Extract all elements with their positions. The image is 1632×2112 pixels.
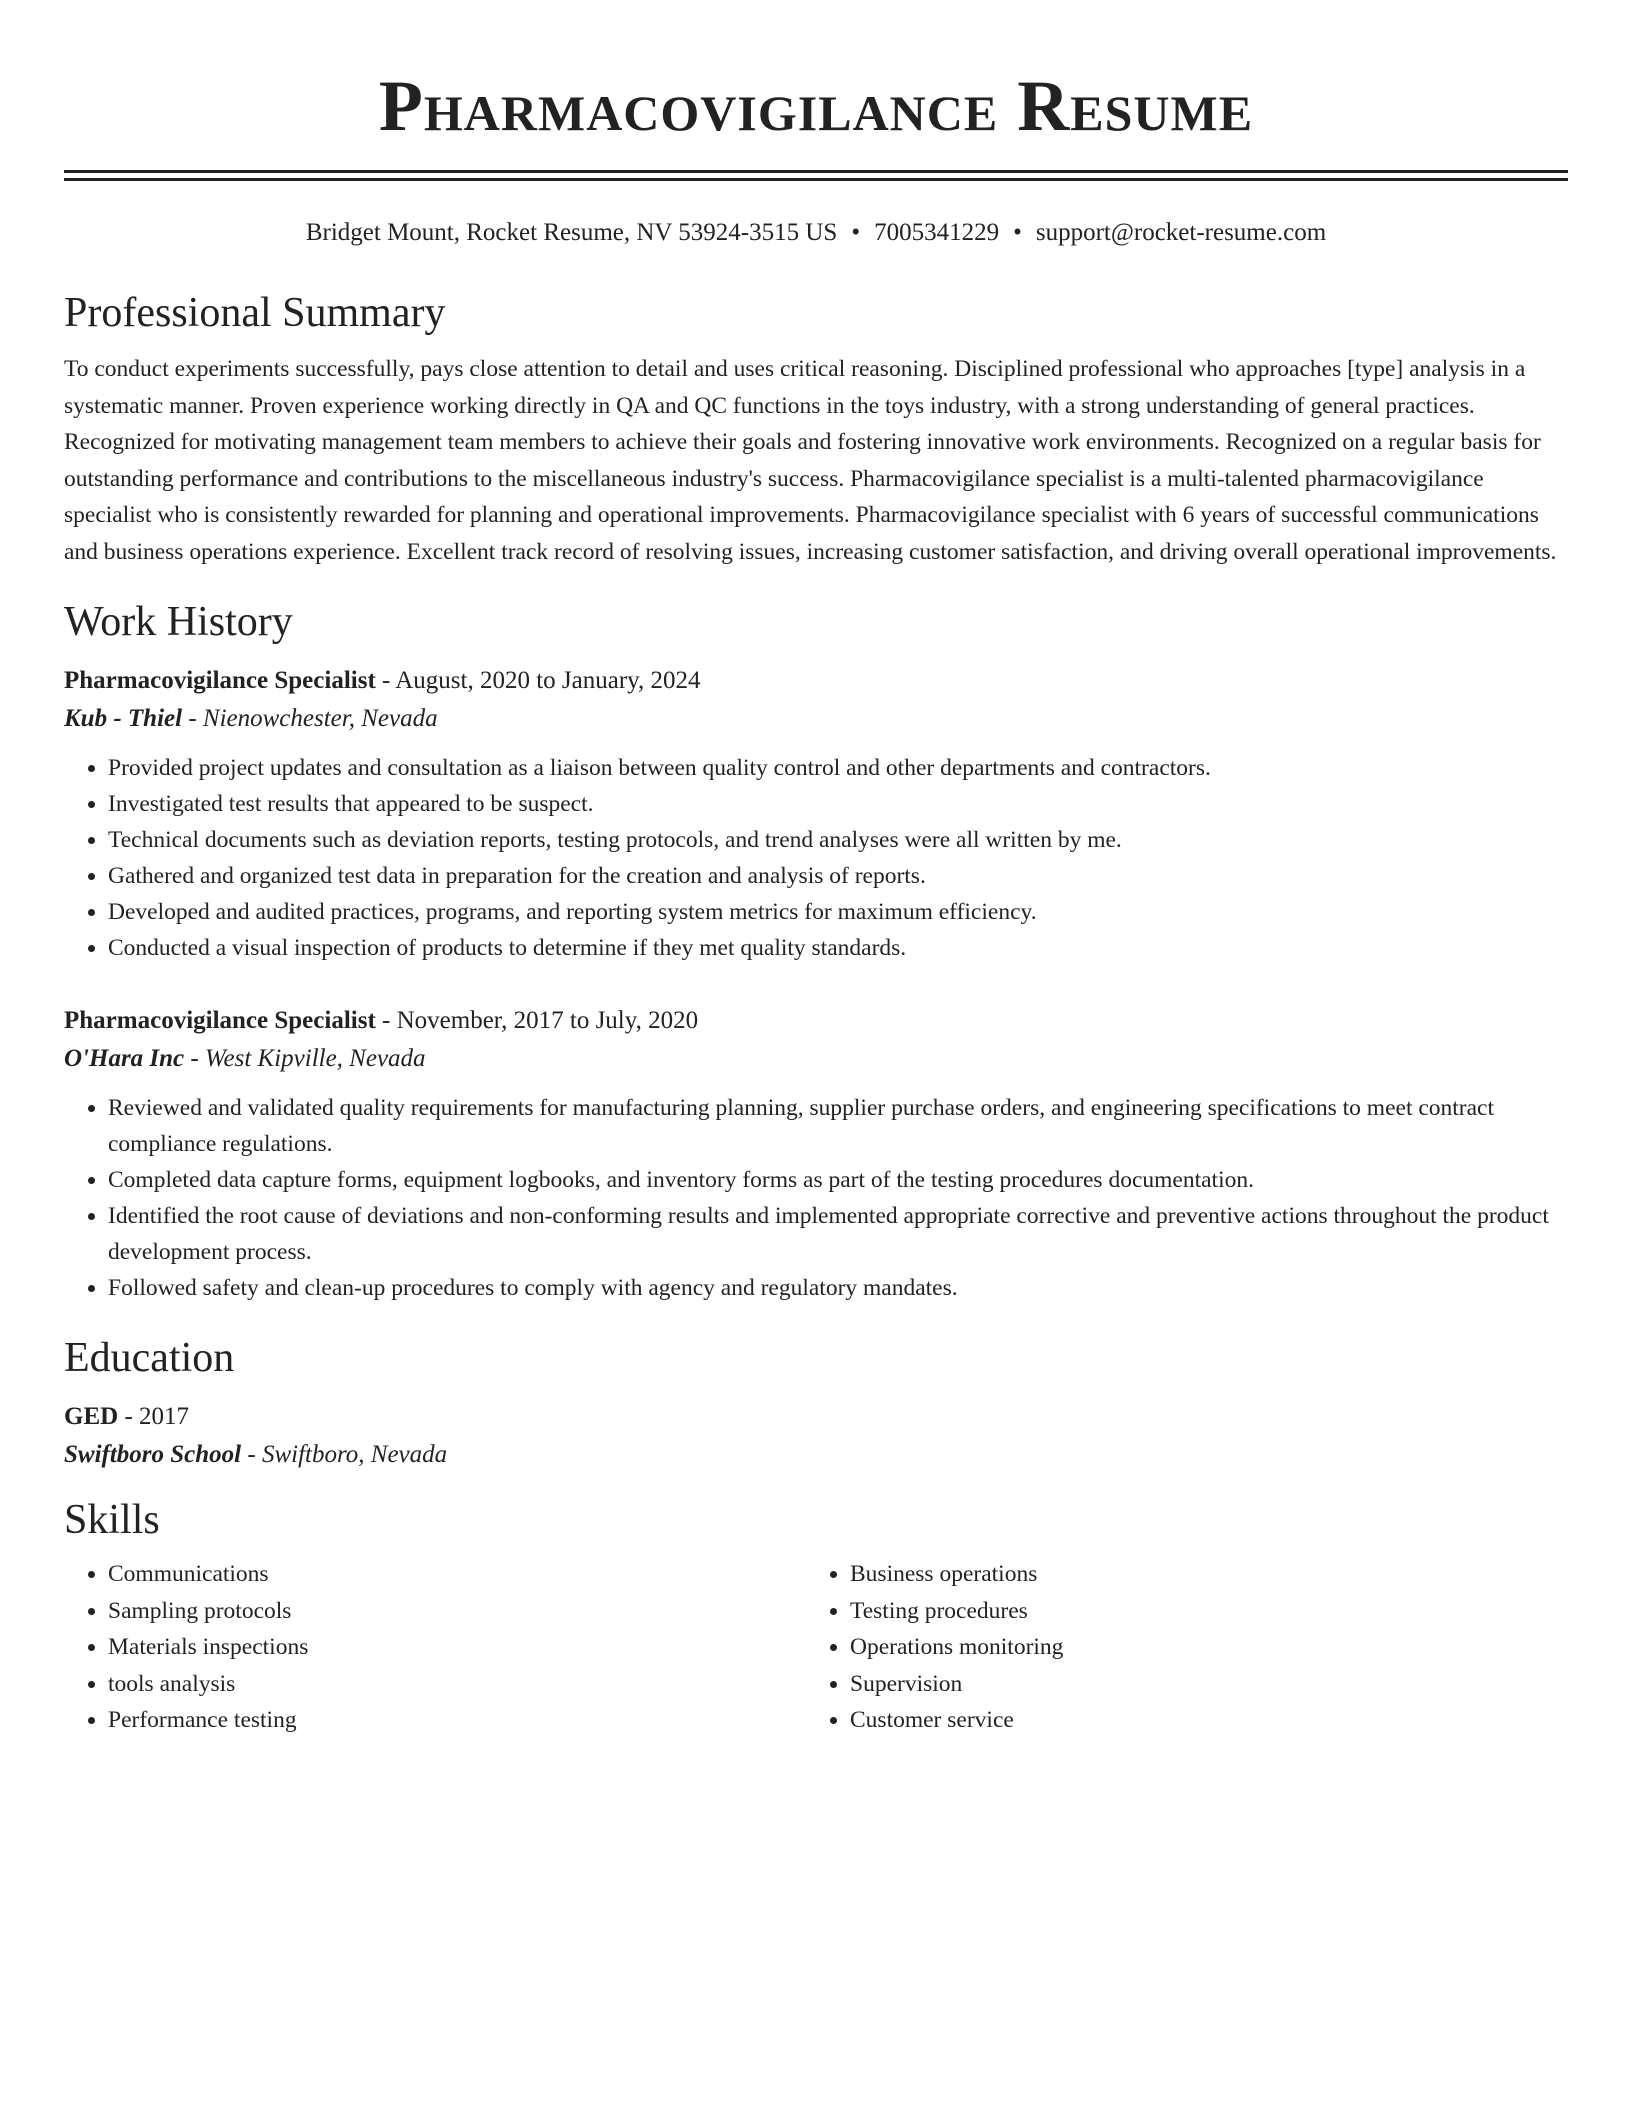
job-company-line [64, 1040, 1568, 1078]
education-school-line [64, 1436, 1568, 1474]
job-bullet: • Identified the root cause of deviations and non-conforming results and implemented appropriate corrective and preventive actions throughout the product development process. [108, 1198, 1568, 1270]
job-bullet: • Gathered and organized test data in preparation for the creation and analysis of reports. [108, 858, 1568, 894]
dash: - [118, 1403, 140, 1430]
education-degree: GED [64, 1403, 119, 1430]
work-history-heading: Work History [64, 599, 293, 645]
job-company: O'Hara Inc [64, 1045, 185, 1072]
summary-heading: Professional Summary [64, 290, 446, 336]
skill-item: • Sampling protocols [108, 1593, 806, 1630]
job-dates: August, 2020 to January, 2024 [395, 667, 701, 694]
skill-item: • Materials inspections [108, 1629, 806, 1666]
education-heading: Education [64, 1335, 235, 1381]
skills-heading: Skills [64, 1497, 160, 1543]
resume-title: Pharmacovigilance Resume [378, 66, 1254, 146]
job-company: Kub - Thiel [64, 705, 183, 732]
education-school: Swiftboro School [64, 1441, 242, 1468]
dash: - [375, 667, 396, 694]
skill-item: • Testing procedures [850, 1593, 1548, 1630]
summary-text: To conduct experiments successfully, pays close attention to detail and uses critical reasoning. Disciplined professional who approaches [type] analysis in a systematic manner. Proven experience working directly in QA and QC functions in the toys industry, with a strong understanding of general practices. Recognized for motivating management team members to achieve their goals and fostering innovative work environments. Recognized on a regular basis for outstanding performance and contributions to the miscellaneous industry's success. Pharmacovigilance specialist is a multi-talented pharmacovigilance specialist who is consistently rewarded for planning and operational improvements. Pharmacovigilance specialist with 6 years of successful communications and business operations experience. Excellent track record of resolving issues, increasing customer satisfaction, and driving overall operational improvements. [64, 356, 1557, 565]
skills-columns [64, 1556, 1568, 1739]
dash: - [375, 1007, 397, 1034]
job-bullets [64, 750, 1568, 966]
bullet-separator: • [1013, 219, 1022, 246]
skill-item: • Business operations [850, 1556, 1548, 1593]
contact-phone: 7005341229 [874, 219, 1000, 246]
skill-item: • Performance testing [108, 1702, 806, 1739]
job-bullet: • Technical documents such as deviation reports, testing protocols, and trend analyses were all written by me. [108, 822, 1568, 858]
job-entry [64, 1002, 1568, 1306]
bullet-separator: • [851, 219, 861, 246]
job-role: Pharmacovigilance Specialist [64, 1007, 376, 1034]
skill-item: • Operations monitoring [850, 1629, 1548, 1666]
dash: - [184, 1045, 205, 1072]
job-location: Nienowchester, Nevada [202, 705, 438, 732]
education-year: 2017 [139, 1403, 190, 1430]
dash: - [241, 1441, 262, 1468]
job-location: West Kipville, Nevada [204, 1045, 426, 1072]
job-bullet: • Provided project updates and consultation as a liaison between quality control and other departments and contractors. [108, 750, 1568, 786]
job-role: Pharmacovigilance Specialist [64, 667, 376, 694]
job-header [64, 1002, 1568, 1040]
title-double-rule [64, 170, 1568, 181]
contact-address: Bridget Mount, Rocket Resume, NV 53924-3515 US [305, 219, 838, 246]
job-bullet: • Reviewed and validated quality requirements for manufacturing planning, supplier purchase orders, and engineering specifications to meet contract compliance regulations. [108, 1090, 1568, 1162]
skill-item: • Customer service [850, 1702, 1548, 1739]
job-bullet: • Investigated test results that appeared to be suspect. [108, 786, 1568, 822]
contact-line [64, 217, 1568, 249]
job-bullet: • Developed and audited practices, programs, and reporting system metrics for maximum efficiency. [108, 894, 1568, 930]
job-bullet: • Followed safety and clean-up procedures to comply with agency and regulatory mandates. [108, 1270, 1568, 1306]
contact-email: support@rocket-resume.com [1035, 219, 1327, 246]
education-entry [64, 1398, 1568, 1474]
job-entry [64, 662, 1568, 966]
job-bullets [64, 1090, 1568, 1306]
dash: - [182, 705, 203, 732]
skills-right-column [806, 1556, 1548, 1739]
job-company-line [64, 700, 1568, 738]
job-dates: November, 2017 to July, 2020 [396, 1007, 699, 1034]
job-bullet: • Conducted a visual inspection of products to determine if they met quality standards. [108, 930, 1568, 966]
skill-item: • Communications [108, 1556, 806, 1593]
job-bullet: • Completed data capture forms, equipment logbooks, and inventory forms as part of the testing procedures documentation. [108, 1162, 1568, 1198]
skills-left-column [64, 1556, 806, 1739]
job-header [64, 662, 1568, 700]
education-degree-line [64, 1398, 1568, 1436]
education-location: Swiftboro, Nevada [261, 1441, 448, 1468]
skill-item: • Supervision [850, 1666, 1548, 1703]
skill-item: • tools analysis [108, 1666, 806, 1703]
